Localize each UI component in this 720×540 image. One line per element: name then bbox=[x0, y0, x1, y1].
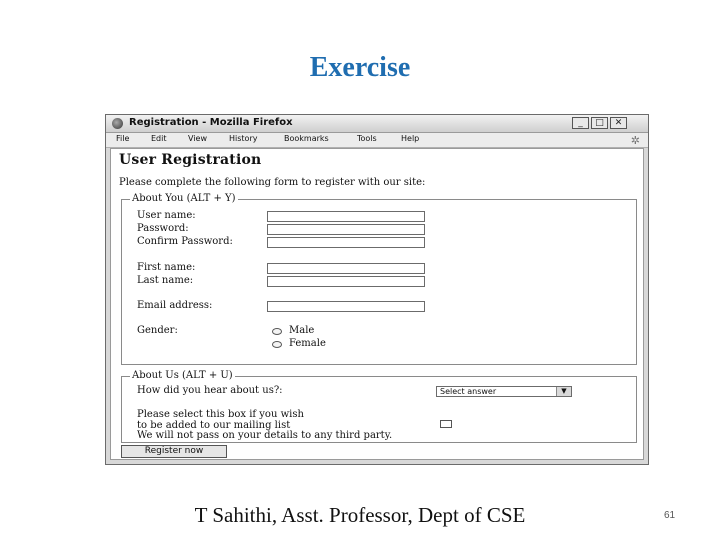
menu-tools[interactable]: Tools bbox=[357, 134, 377, 143]
window-titlebar bbox=[106, 115, 648, 133]
last-name-label: Last name: bbox=[137, 275, 194, 286]
gender-female-radio[interactable] bbox=[272, 341, 282, 348]
page-content bbox=[110, 148, 644, 460]
mailing-list-checkbox[interactable] bbox=[440, 420, 452, 428]
slide-footer: T Sahithi, Asst. Professor, Dept of CSE bbox=[194, 503, 526, 527]
fieldset-about-us bbox=[121, 370, 637, 443]
menu-help[interactable]: Help bbox=[401, 134, 420, 143]
window-title: Registration - Mozilla Firefox bbox=[129, 117, 293, 128]
browser-window bbox=[105, 114, 649, 465]
password-label: Password: bbox=[137, 223, 189, 234]
minimize-button[interactable]: _ bbox=[572, 117, 589, 129]
first-name-label: First name: bbox=[137, 262, 196, 273]
email-input[interactable] bbox=[267, 301, 425, 312]
menu-history[interactable]: History bbox=[229, 134, 258, 143]
confirm-password-label: Confirm Password: bbox=[137, 236, 233, 247]
page-number: 61 bbox=[664, 510, 676, 521]
confirm-password-input[interactable] bbox=[267, 237, 425, 248]
firefox-icon bbox=[112, 118, 123, 129]
maximize-button[interactable]: □ bbox=[591, 117, 608, 129]
register-button[interactable]: Register now bbox=[121, 445, 227, 458]
menu-bar bbox=[106, 133, 648, 148]
legend-about-you: About You (ALT + Y) bbox=[132, 193, 236, 204]
menu-file[interactable]: File bbox=[116, 134, 130, 143]
email-label: Email address: bbox=[137, 300, 213, 311]
username-input[interactable] bbox=[267, 211, 425, 222]
hear-about-us-label: How did you hear about us?: bbox=[137, 385, 283, 396]
mailing-list-note: We will not pass on your details to any third party. bbox=[137, 430, 393, 441]
first-name-input[interactable] bbox=[267, 263, 425, 274]
menu-view[interactable]: View bbox=[188, 134, 207, 143]
chevron-down-icon[interactable]: ▼ bbox=[556, 387, 571, 396]
gender-female-label: Female bbox=[289, 338, 326, 349]
intro-text: Please complete the following form to register with our site: bbox=[119, 177, 426, 188]
hear-about-us-value: Select answer bbox=[440, 387, 497, 396]
last-name-input[interactable] bbox=[267, 276, 425, 287]
gender-label: Gender: bbox=[137, 325, 178, 336]
page-heading: User Registration bbox=[119, 152, 262, 168]
mailing-list-label-line1: Please select this box if you wish bbox=[137, 409, 304, 420]
close-button[interactable]: ✕ bbox=[610, 117, 627, 129]
gender-male-label: Male bbox=[289, 325, 315, 336]
mailing-list-label-line2: to be added to our mailing list bbox=[137, 420, 291, 431]
hear-about-us-select[interactable] bbox=[436, 386, 572, 397]
menu-edit[interactable]: Edit bbox=[151, 134, 167, 143]
throbber-icon: ✲ bbox=[630, 134, 640, 147]
fieldset-about-you bbox=[121, 193, 637, 365]
password-input[interactable] bbox=[267, 224, 425, 235]
gender-male-radio[interactable] bbox=[272, 328, 282, 335]
username-label: User name: bbox=[137, 210, 196, 221]
menu-bookmarks[interactable]: Bookmarks bbox=[284, 134, 329, 143]
slide-title: Exercise bbox=[309, 52, 411, 83]
legend-about-us: About Us (ALT + U) bbox=[132, 370, 233, 381]
